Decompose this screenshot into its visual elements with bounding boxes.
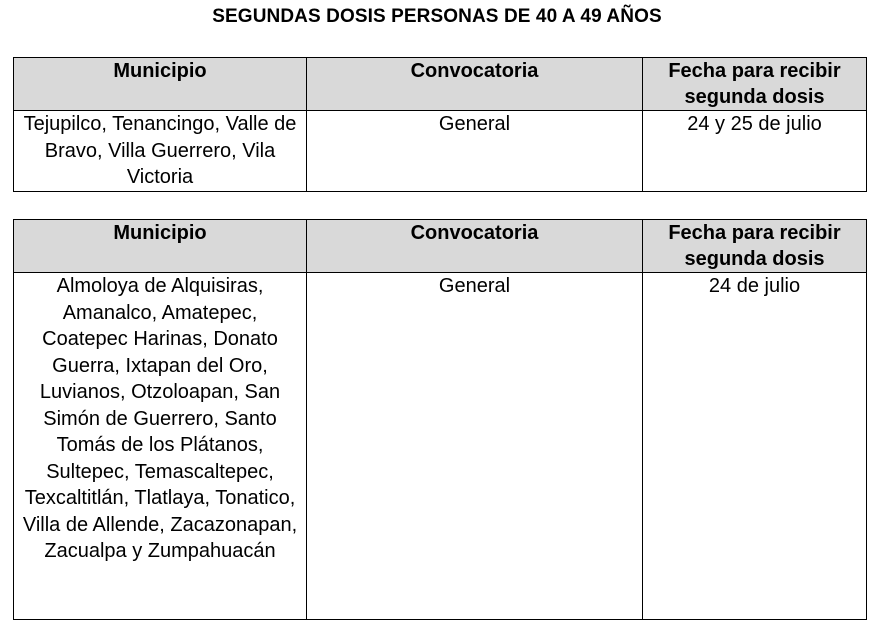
municipios-cell: Almoloya de Alquisiras, Amanalco, Amatepec, Coatepec Harinas, Donato Guerra, Ixtapan del Oro, Luvianos, Otzoloapan, San Simón de Guerrero, Santo Tomás de los Plátanos, Sultepec, Temascaltepec, Texcaltitlán, Tlatlaya, Tonatico, Villa de Allende, Zacazonapan, Zacualpa y Zumpahuacán bbox=[14, 273, 307, 620]
convocatoria-cell: General bbox=[307, 273, 643, 620]
schedule-table-2 bbox=[13, 219, 867, 620]
header-fecha: Fecha para recibir segunda dosis bbox=[643, 58, 867, 111]
municipios-cell: Tejupilco, Tenancingo, Valle de Bravo, Villa Guerrero, Vila Victoria bbox=[14, 111, 307, 192]
header-fecha: Fecha para recibir segunda dosis bbox=[643, 220, 867, 273]
table-row bbox=[14, 111, 867, 192]
header-municipio: Municipio bbox=[14, 220, 307, 273]
header-row bbox=[14, 220, 867, 273]
fecha-cell: 24 de julio bbox=[643, 273, 867, 620]
table-row bbox=[14, 273, 867, 620]
header-convocatoria: Convocatoria bbox=[307, 220, 643, 273]
header-municipio: Municipio bbox=[14, 58, 307, 111]
schedule-table-1 bbox=[13, 57, 867, 192]
fecha-cell: 24 y 25 de julio bbox=[643, 111, 867, 192]
header-convocatoria: Convocatoria bbox=[307, 58, 643, 111]
convocatoria-cell: General bbox=[307, 111, 643, 192]
page-title: SEGUNDAS DOSIS PERSONAS DE 40 A 49 AÑOS bbox=[212, 6, 662, 27]
header-row bbox=[14, 58, 867, 111]
